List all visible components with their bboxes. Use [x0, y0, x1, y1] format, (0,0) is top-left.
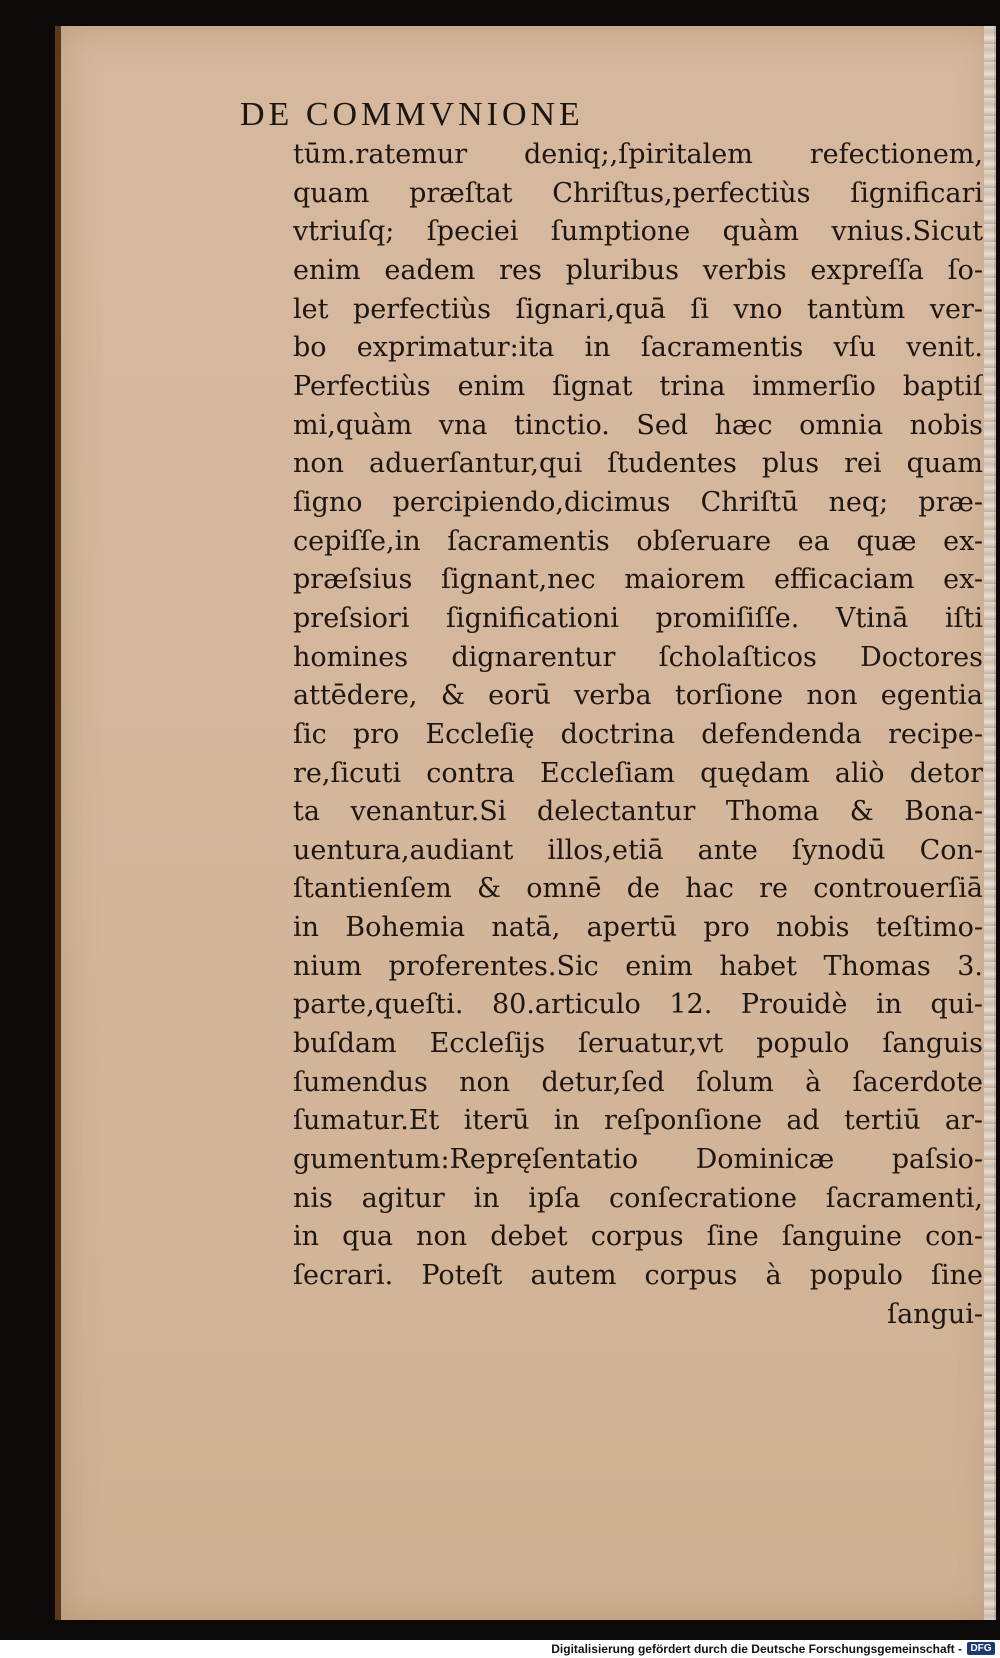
text-line: nium proferentes.Sic enim habet Thomas 3. [293, 950, 983, 982]
text-line: ta venantur.Si delectantur Thoma & Bona- [293, 796, 983, 828]
text-line: preſsiori ſignificationi promiſiſſe. Vtinā iſti [293, 602, 983, 634]
text-line: ſecrari. Poteſt autem corpus à populo ſine [293, 1260, 983, 1292]
catchword: ſangui- [887, 1298, 983, 1330]
text-line: in Bohemia natā, apertū pro nobis teſtimo- [293, 912, 983, 944]
text-line: parte,queſti. 80.articulo 12. Prouidè in qui- [293, 989, 983, 1021]
text-line: ſumatur.Et iterū in reſponſione ad tertiū ar- [293, 1105, 983, 1137]
text-line: homines dignarentur ſcholaſticos Doctores [293, 641, 983, 673]
dfg-logo-icon: DFG [967, 1642, 995, 1655]
text-line: præſsius ſignant,nec maiorem efficaciam ex- [293, 564, 983, 596]
text-line: ſtantienſem & omnē de hac re controuerſiā [293, 873, 983, 905]
text-line: non aduerſantur,qui ſtudentes plus rei quam [293, 448, 983, 480]
text-line: vtriuſq; ſpeciei ſumptione quàm vnius.Sicut [293, 216, 983, 248]
text-line: enim eadem res pluribus verbis expreſſa ſo- [293, 254, 983, 286]
running-header: DE COMMVNIONE [240, 96, 584, 133]
text-line: gumentum:Repręſentatio Dominicæ paſsio- [293, 1144, 983, 1176]
text-line: cepiſſe,in ſacramentis obſeruare ea quæ ex- [293, 525, 983, 557]
text-line: buſdam Eccleſijs ſeruatur,vt populo ſanguis [293, 1028, 983, 1060]
text-line: tūm.ratemur deniq;,ſpiritalem refectionem, [293, 139, 983, 170]
body-text [293, 136, 993, 1481]
text-line: ſumendus non detur,ſed ſolum à ſacerdote [293, 1066, 983, 1098]
text-line: bo exprimatur:ita in ſacramentis vſu venit. [293, 332, 983, 364]
text-line: ſigno percipiendo,dicimus Chriſtū neq; præ- [293, 486, 983, 518]
text-line: nis agitur in ipſa conſecratione ſacramenti, [293, 1182, 983, 1214]
text-line: let perfectiùs ſignari,quā ſi vno tantùm ver- [293, 293, 983, 325]
text-line: in qua non debet corpus ſine ſanguine con- [293, 1221, 983, 1253]
text-line: uentura,audiant illos,etiā ante ſynodū Con- [293, 834, 983, 866]
funding-credit: Digitalisierung gefördert durch die Deutsche Forschungsgemeinschaft - [551, 1642, 962, 1656]
text-line: ſic pro Eccleſię doctrina defendenda recipe- [293, 718, 983, 750]
text-line: mi,quàm vna tinctio. Sed hæc omnia nobis [293, 409, 983, 441]
text-line: re,ſicuti contra Eccleſiam quędam aliò detor [293, 757, 983, 789]
text-line: quam præſtat Chriſtus,perfectiùs ſignificari [293, 177, 983, 209]
text-line: Perfectiùs enim ſignat trina immerſio baptiſ [293, 370, 983, 402]
text-line: attēdere, & eorū verba torſione non egentia [293, 680, 983, 712]
